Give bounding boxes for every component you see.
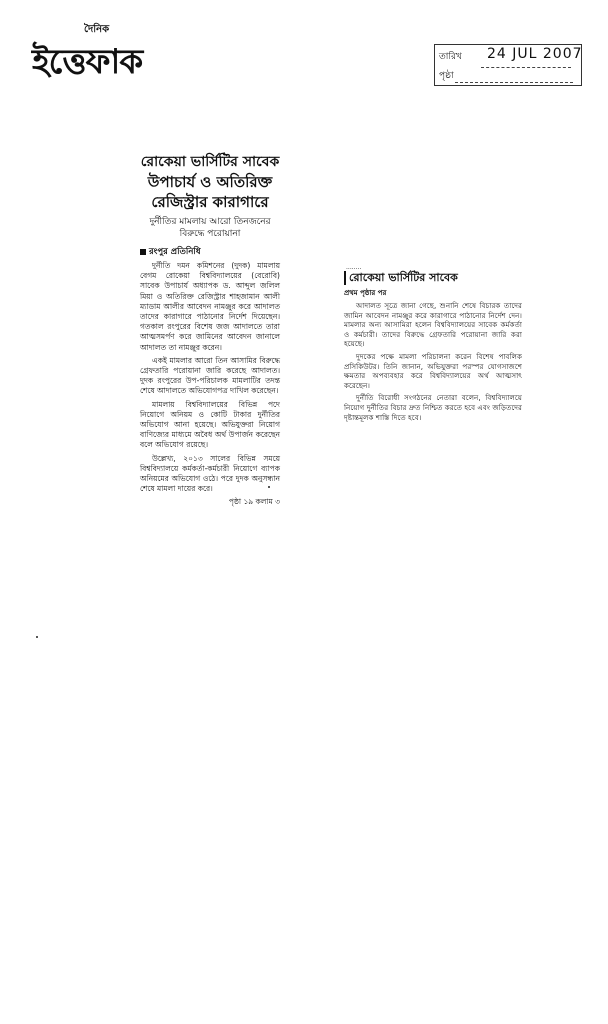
masthead-title: ইত্তেফাক [32, 42, 143, 82]
article-paragraph: দুর্নীতি দমন কমিশনের (দুদক) মামলায় বেগম রোকেয়া বিশ্ববিদ্যালয়ের (বেরোবি) সাবেক উপাচার্য অধ্যাপক ড. আব্দুল জলিল মিয়া ও অতিরিক্ত রেজিস্ট্রার শাহজামান আলী ম্যাডাম আলীর আবেদন নামঞ্জুর করে আদালত তাদের কারাগারে পাঠানোর নির্দেশ দিয়েছেন। গতকাল রংপুরের বিশেষ জজ আদালতে তারা আত্মসমর্পণ করে জামিনের আবেদন জানালে আদালত তা নামঞ্জুর করেন। [140, 261, 280, 352]
stamp-date: 24 JUL 2007 [487, 46, 583, 62]
article-clipping-continued [344, 264, 522, 425]
article-subhead: দুর্নীতির মামলায় আরো তিনজনের বিরুদ্ধে পরোয়ানা [149, 217, 271, 239]
stamp-page-label: পৃষ্ঠা [439, 71, 454, 81]
continued-paragraph: দুর্নীতি বিরোধী সংগঠনের নেতারা বলেন, বিশ্ববিদ্যালয়ে নিয়োগ দুর্নীতির বিচার দ্রুত নিশ্চিত করতে হবে এবং জড়িতদের দৃষ্টান্তমূলক শাস্তি দিতে হবে। [344, 393, 522, 422]
top-rule: ........ [346, 264, 362, 271]
byline-text: রংপুর প্রতিনিধি [149, 247, 201, 257]
headline-line-2: উপাচার্য ও অতিরিক্ত [147, 173, 273, 191]
jump-reference: পৃষ্ঠা ১৯ কলাম ৩ [228, 497, 280, 507]
continued-paragraph: দুদকের পক্ষে মামলা পরিচালনা করেন বিশেষ পাবলিক প্রসিকিউটর। তিনি জানান, অভিযুক্তরা পরস্পর যোগসাজশে ক্ষমতার অপব্যবহার করে বিশ্ববিদ্যালয়ের অর্থ আত্মসাৎ করেছেন। [344, 351, 522, 390]
masthead-prefix: দৈনিক [84, 24, 110, 35]
article-byline [140, 245, 280, 259]
newspaper-masthead [32, 22, 182, 92]
date-stamp [434, 44, 582, 86]
article-body [140, 261, 280, 494]
continued-body [344, 301, 522, 422]
article-paragraph: মামলায় বিশ্ববিদ্যালয়ের বিভিন্ন পদে নিয়োগে অনিয়ম ও কোটি টাকার দুর্নীতির অভিযোগ আনা হয়েছে। অভিযুক্তরা নিয়োগ বাণিজ্যের মাধ্যমে অবৈধ অর্থ উপার্জন করেছেন বলে অভিযোগ রয়েছে। [140, 399, 280, 450]
stamp-divider-2 [455, 82, 573, 83]
article-clipping-main [140, 152, 280, 509]
continued-from-label: প্রথম পৃষ্ঠার পর [344, 289, 387, 297]
headline-line-3: রেজিস্ট্রার কারাগারে [151, 193, 269, 211]
stamp-date-label: তারিখ [439, 52, 462, 62]
article-paragraph: উল্লেখ্য, ২০১৩ সালের বিভিন্ন সময়ে বিশ্ববিদ্যালয়ে কর্মকর্তা-কর্মচারী নিয়োগে ব্যাপক অনিয়মের অভিযোগ ওঠে। পরে দুদক অনুসন্ধান শেষে মামলা দায়ের করে। [140, 453, 280, 494]
headline-line-1: রোকেয়া ভার্সিটির সাবেক [140, 154, 280, 170]
continued-paragraph: আদালত সূত্রে জানা গেছে, শুনানি শেষে বিচারক তাদের জামিন আবেদন নামঞ্জুর করে কারাগারে পাঠানোর নির্দেশ দেন। মামলার অন্য আসামিরা হলেন বিশ্ববিদ্যালয়ের সাবেক কর্মকর্তা ও কর্মচারী। তাদের বিরুদ্ধে গ্রেফতারি পরোয়ানা জারি করা হয়েছে। [344, 301, 522, 349]
scan-speck [36, 636, 38, 638]
article-paragraph: একই মামলার আরো তিন আসামির বিরুদ্ধে গ্রেফতারি পরোয়ানা জারি করেছে আদালত। দুদক রংপুরের উপ-পরিচালক মামলাটির তদন্ত শেষে আদালতে অভিযোগপত্র দাখিল করেছেন। [140, 355, 280, 396]
bullet-square-icon [140, 249, 146, 255]
scan-speck [268, 486, 270, 488]
stamp-divider [481, 67, 571, 68]
continued-headline: রোকেয়া ভার্সিটির সাবেক [344, 271, 522, 285]
article-headline [140, 152, 280, 212]
